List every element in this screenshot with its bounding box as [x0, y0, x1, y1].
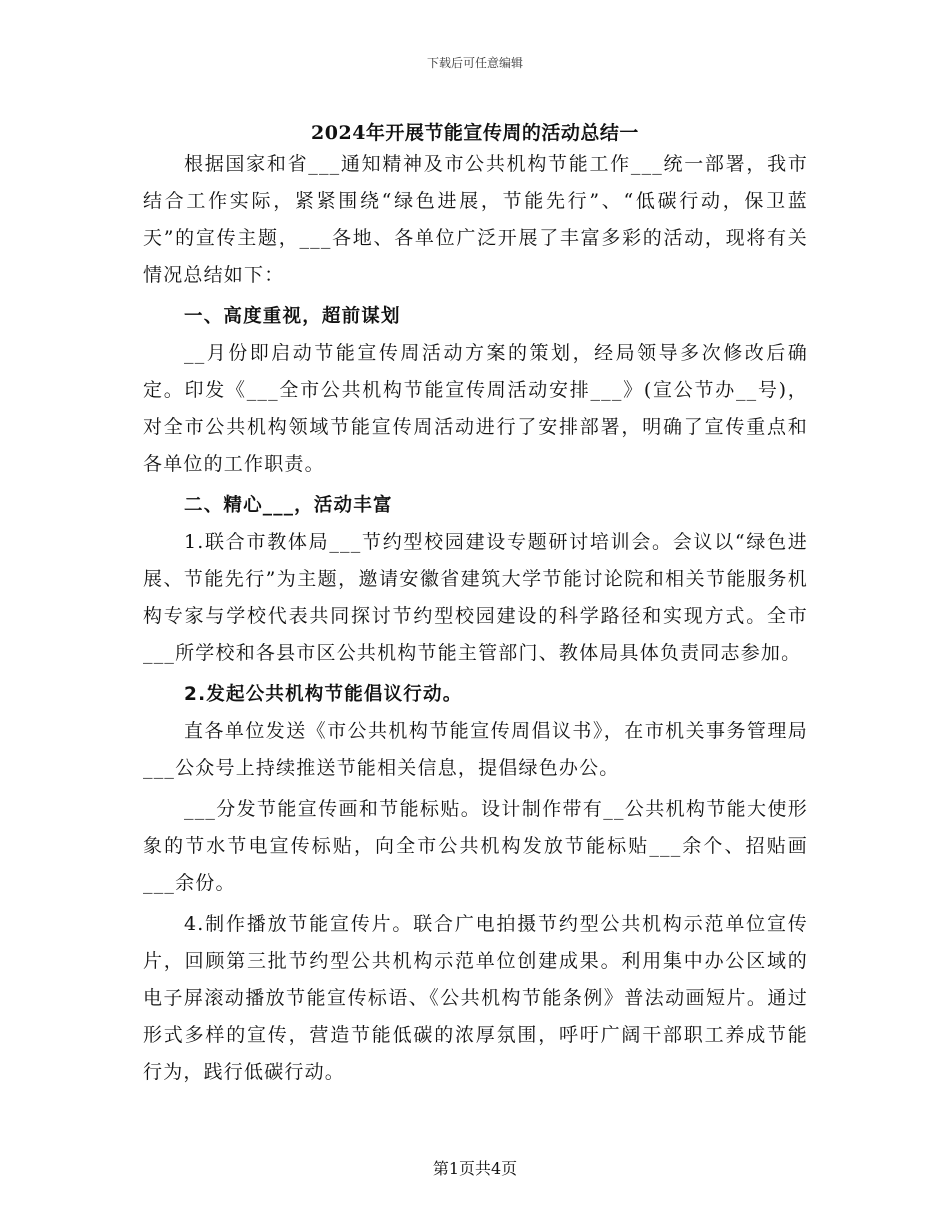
intro-paragraph: 根据国家和省___通知精神及市公共机构节能工作___统一部署，我市结合工作实际，紧紧围绕“绿色进展，节能先行”、“低碳行动，保卫蓝天”的宣传主题，___各地、各单位广泛开展了丰富多彩的活动，现将有关情况总结如下：: [143, 153, 808, 286]
item-4-paragraph: 4.制作播放节能宣传片。联合广电拍摄节约型公共机构示范单位宣传片，回顾第三批节约型公共机构示范单位创建成果。利用集中办公区域的电子屏滚动播放节能宣传标语、《公共机构节能条例》普法动画短片。通过形式多样的宣传，营造节能低碳的浓厚氛围，呼吁广阔干部职工养成节能行为，践行低碳行动。: [143, 913, 808, 1083]
download-note: 下载后可任意编辑: [426, 56, 523, 70]
section-1-paragraph: __月份即启动节能宣传周活动方案的策划，经局领导多次修改后确定。印发《___全市公共机构节能宣传周活动安排___》(宣公节办__号)，对全市公共机构领域节能宣传周活动进行了安排部署，明确了宣传重点和各单位的工作职责。: [143, 342, 808, 475]
document-body: [143, 146, 808, 1091]
item-1-paragraph: 1.联合市教体局___节约型校园建设专题研讨培训会。会议以“绿色进展、节能先行”为主题，邀请安徽省建筑大学节能讨论院和相关节能服务机构专家与学校代表共同探讨节约型校园建设的科学路径和实现方式。全市___所学校和各县市区公共机构节能主管部门、教体局具体负责同志参加。: [143, 531, 808, 664]
item-3-paragraph: ___分发节能宣传画和节能标贴。设计制作带有__公共机构节能大使形象的节水节电宣传标贴，向全市公共机构发放节能标贴___余个、招贴画___余份。: [143, 798, 808, 894]
item-2-paragraph: 直各单位发送《市公共机构节能宣传周倡议书》，在市机关事务管理局___公众号上持续推送节能相关信息，提倡绿色办公。: [143, 720, 808, 779]
item-2-heading: 2.发起公共机构节能倡议行动。: [184, 684, 463, 705]
page-indicator: 第1页共4页: [432, 1159, 518, 1178]
section-heading-1: 一、高度重视，超前谋划: [184, 306, 401, 327]
section-heading-2: 二、精心___，活动丰富: [184, 495, 393, 516]
document-title: 2024年开展节能宣传周的活动总结一: [311, 122, 639, 144]
